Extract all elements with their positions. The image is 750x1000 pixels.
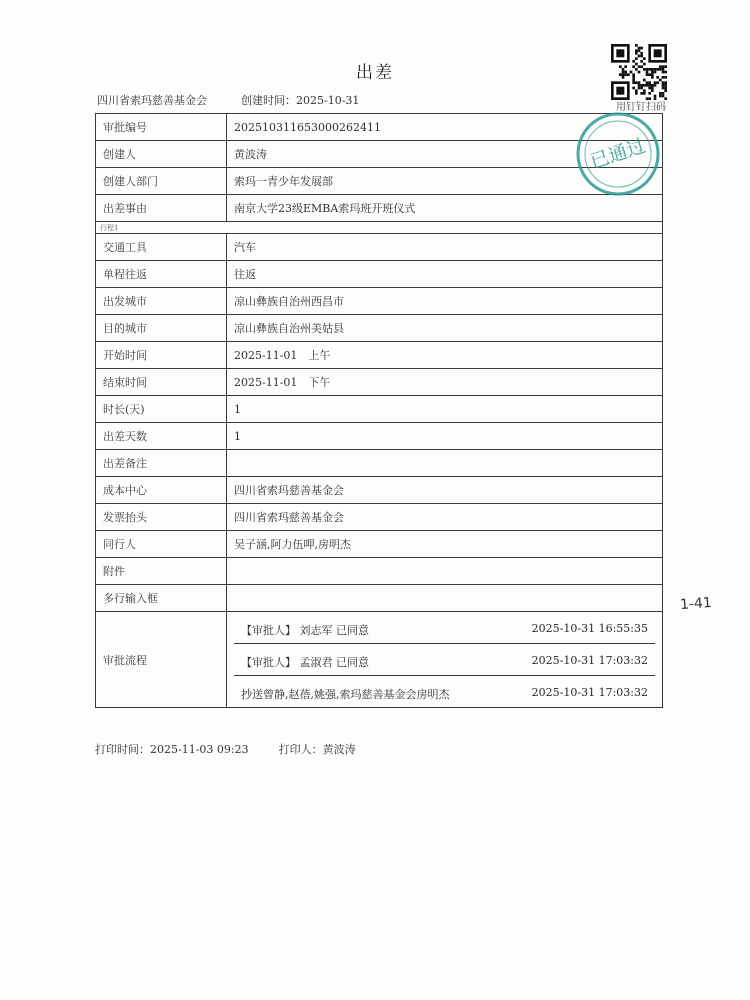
approval-step (234, 612, 655, 644)
form-row (96, 396, 663, 423)
form-row (96, 288, 663, 315)
field-label: 发票抬头 (96, 504, 227, 531)
field-value: 2025-11-01 下午 (227, 369, 663, 396)
approval-step-text: 抄送曾静,赵蓓,姚强,索玛慈善基金会房明杰 (241, 688, 450, 701)
field-value: 黄波涛 (227, 141, 663, 168)
qr-code-icon (611, 44, 667, 100)
field-label: 多行输入框 (96, 585, 227, 612)
field-value: 汽车 (227, 234, 663, 261)
handwritten-note: 1-41 (679, 594, 713, 614)
field-value: 202510311653000262411 (227, 114, 663, 141)
field-value: 四川省索玛慈善基金会 (227, 504, 663, 531)
approval-step-time: 2025-10-31 17:03:32 (531, 686, 648, 699)
document-title: 出差 (356, 63, 394, 83)
approval-steps (227, 612, 663, 708)
field-value: 1 (227, 423, 663, 450)
form-row (96, 234, 663, 261)
field-label: 交通工具 (96, 234, 227, 261)
trip-section-header (96, 222, 663, 234)
created-value: 2025-10-31 (296, 94, 360, 107)
form-row (96, 450, 663, 477)
field-label: 开始时间 (96, 342, 227, 369)
section-label: 行程1 (96, 222, 663, 234)
field-value: 1 (227, 396, 663, 423)
field-value: 2025-11-01 上午 (227, 342, 663, 369)
field-value (227, 450, 663, 477)
printer-value: 黄波涛 (322, 743, 356, 756)
field-label: 结束时间 (96, 369, 227, 396)
document-meta (97, 92, 359, 108)
approval-step-text: 【审批人】 孟淑君 已同意 (241, 656, 369, 669)
field-label: 同行人 (96, 531, 227, 558)
form-row (96, 558, 663, 585)
field-label: 出差备注 (96, 450, 227, 477)
form-row (96, 423, 663, 450)
approval-step-time: 2025-10-31 17:03:32 (531, 654, 648, 667)
form-row (96, 315, 663, 342)
field-value: 凉山彝族自治州西昌市 (227, 288, 663, 315)
form-row (96, 504, 663, 531)
form-row (96, 261, 663, 288)
approval-step (234, 644, 655, 676)
field-value: 四川省索玛慈善基金会 (227, 477, 663, 504)
field-label: 时长(天) (96, 396, 227, 423)
form-row (96, 531, 663, 558)
form-row (96, 369, 663, 396)
stamp-text: 已通过 (587, 134, 649, 174)
field-label: 出发城市 (96, 288, 227, 315)
printer-label: 打印人： (278, 743, 323, 756)
field-value: 南京大学23级EMBA索玛班开班仪式 (227, 195, 663, 222)
field-value: 吴子涵,阿力伍呷,房明杰 (227, 531, 663, 558)
qr-caption: 用钉钉扫码 (616, 102, 666, 113)
field-label: 出差天数 (96, 423, 227, 450)
field-value: 往返 (227, 261, 663, 288)
approval-flow-row (96, 612, 663, 708)
print-footer (95, 741, 356, 757)
field-label: 成本中心 (96, 477, 227, 504)
field-value: 凉山彝族自治州美姑县 (227, 315, 663, 342)
field-label: 单程往返 (96, 261, 227, 288)
field-value: 索玛一青少年发展部 (227, 168, 663, 195)
approval-step (234, 676, 655, 707)
form-row (96, 342, 663, 369)
field-value (227, 558, 663, 585)
field-label: 创建人部门 (96, 168, 227, 195)
org-name: 四川省索玛慈善基金会 (97, 94, 207, 107)
field-label: 目的城市 (96, 315, 227, 342)
field-value (227, 585, 663, 612)
field-label: 审批编号 (96, 114, 227, 141)
created-label: 创建时间： (241, 94, 296, 107)
approval-form-table (95, 113, 663, 708)
print-time-label: 打印时间： (95, 743, 150, 756)
field-label: 创建人 (96, 141, 227, 168)
approval-flow-label: 审批流程 (96, 612, 227, 708)
approval-step-text: 【审批人】 刘志军 已同意 (241, 624, 369, 637)
field-label: 附件 (96, 558, 227, 585)
approval-step-time: 2025-10-31 16:55:35 (531, 622, 648, 635)
form-row (96, 477, 663, 504)
field-label: 出差事由 (96, 195, 227, 222)
approved-stamp (572, 108, 664, 200)
print-time-value: 2025-11-03 09:23 (150, 743, 249, 756)
form-row (96, 585, 663, 612)
